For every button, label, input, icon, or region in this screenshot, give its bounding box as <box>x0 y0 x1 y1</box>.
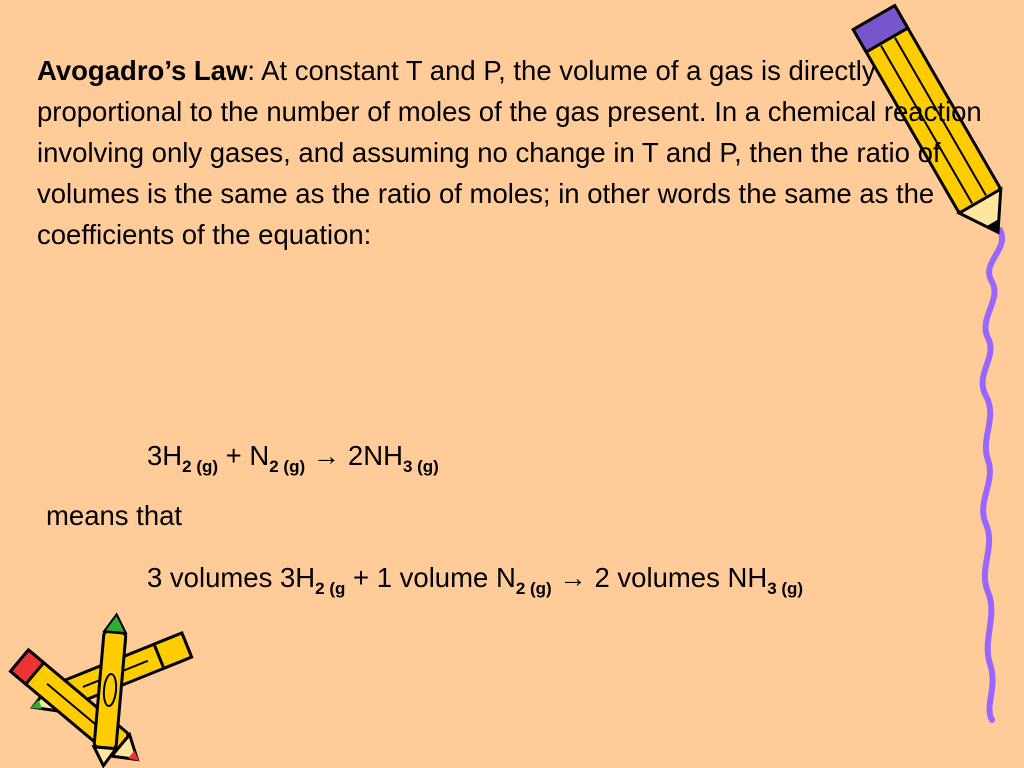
eq2-n: + 1 volume N <box>345 562 516 593</box>
eq2-sub-h: 2 (g <box>315 579 346 598</box>
eq1-sub-n: 2 (g) <box>269 457 306 476</box>
eq1-nh: 2NH <box>347 440 403 471</box>
volume-equation <box>147 562 803 599</box>
eq2-nh: 2 volumes NH <box>594 562 768 593</box>
chemical-equation <box>147 440 439 477</box>
eq1-h: 3H <box>147 440 183 471</box>
law-title: Avogadro’s Law <box>37 55 248 86</box>
eq2-sub-nh: 3 (g) <box>767 579 804 598</box>
law-body: At constant T and P, the volume of a gas is directly proportional to the number of moles of the gas present. In a chemical reaction involving only gases, and assuming no change in T and P, then the ratio of volumes is the same as the ratio of moles; in other words the same as the coefficients of the equation: <box>37 55 982 250</box>
eq1-arrow: → <box>305 440 348 471</box>
eq1-sub-h: 2 (g) <box>182 457 219 476</box>
eq2-arrow: → <box>551 562 595 593</box>
title-colon: : <box>247 55 262 86</box>
law-paragraph <box>37 50 987 255</box>
means-that-text: means that <box>46 500 183 531</box>
eq1-n: + N <box>218 440 270 471</box>
eq2-sub-n: 2 (g) <box>515 579 552 598</box>
eq1-sub-nh: 3 (g) <box>402 457 439 476</box>
eq2-h: 3 volumes 3H <box>147 562 316 593</box>
